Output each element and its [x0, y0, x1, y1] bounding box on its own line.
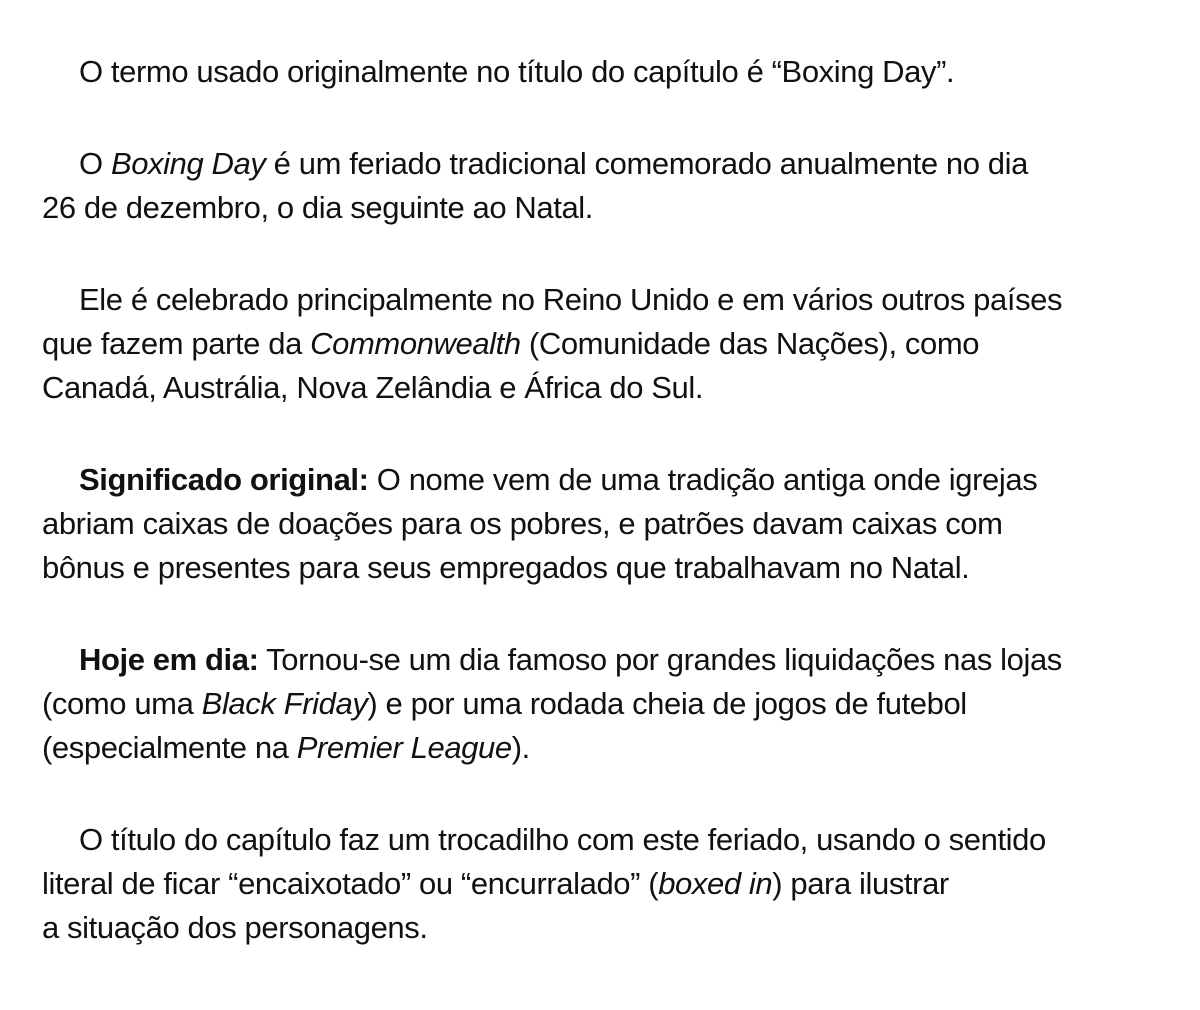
bold-label: Hoje em dia:: [79, 642, 259, 677]
text-run: bônus e presentes para seus empregados que trabalhavam no Natal.: [42, 550, 970, 585]
text-line: [42, 546, 1162, 590]
text-line: [42, 278, 1162, 322]
text-run: ) e por uma rodada cheia de jogos de futebol: [367, 686, 967, 721]
text-run: 26 de dezembro, o dia seguinte ao Natal.: [42, 190, 593, 225]
text-run: (como uma: [42, 686, 202, 721]
translator-note-text: [42, 50, 1162, 950]
text-line: [42, 906, 1162, 950]
paragraph: [42, 142, 1162, 230]
text-run: Tornou-se um dia famoso por grandes liquidações nas lojas: [258, 642, 1062, 677]
paragraph: [42, 50, 1162, 94]
italic-term: boxed in: [658, 866, 773, 901]
text-run: Canadá, Austrália, Nova Zelândia e África do Sul.: [42, 370, 704, 405]
text-run: abriam caixas de doações para os pobres, e patrões davam caixas com: [42, 506, 1003, 541]
text-line: [42, 726, 1162, 770]
paragraph: [42, 278, 1162, 410]
text-run: O: [79, 146, 111, 181]
text-run: O termo usado originalmente no título do capítulo é “Boxing Day”.: [79, 54, 955, 89]
italic-term: Boxing Day: [110, 146, 266, 181]
italic-term: Commonwealth: [310, 326, 521, 361]
text-run: a situação dos personagens.: [42, 910, 428, 945]
text-line: [42, 502, 1162, 546]
text-run: literal de ficar “encaixotado” ou “encurralado” (: [42, 866, 659, 901]
italic-term: Black Friday: [201, 686, 368, 721]
paragraph: [42, 458, 1162, 590]
text-line: [42, 862, 1162, 906]
text-run: (Comunidade das Nações), como: [520, 326, 980, 361]
text-run: ).: [511, 730, 530, 765]
text-run: é um feriado tradicional comemorado anualmente no dia: [265, 146, 1028, 181]
paragraph: [42, 638, 1162, 770]
italic-term: Premier League: [296, 730, 512, 765]
text-line: [42, 458, 1162, 502]
text-line: [42, 50, 1162, 94]
text-run: (especialmente na: [42, 730, 297, 765]
text-run: O título do capítulo faz um trocadilho com este feriado, usando o sentido: [79, 822, 1046, 857]
bold-label: Significado original:: [79, 462, 369, 497]
text-line: [42, 818, 1162, 862]
text-run: Ele é celebrado principalmente no Reino Unido e em vários outros países: [79, 282, 1063, 317]
text-line: [42, 142, 1162, 186]
text-run: ) para ilustrar: [772, 866, 949, 901]
text-line: [42, 186, 1162, 230]
text-line: [42, 682, 1162, 726]
text-run: O nome vem de uma tradição antiga onde igrejas: [368, 462, 1038, 497]
text-line: [42, 366, 1162, 410]
text-line: [42, 638, 1162, 682]
text-run: que fazem parte da: [42, 326, 311, 361]
text-line: [42, 322, 1162, 366]
paragraph: [42, 818, 1162, 950]
